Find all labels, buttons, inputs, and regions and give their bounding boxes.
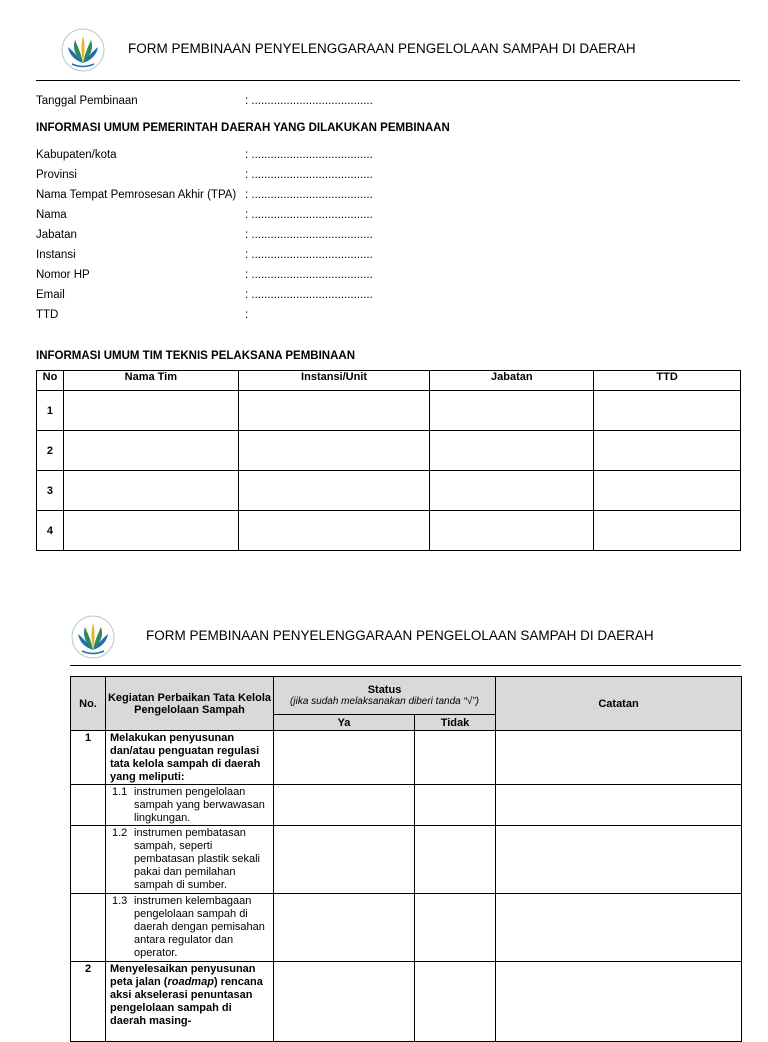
subitem-text: instrumen kelembagaan pengelolaan sampah di daerah dengan pemisahan antara regulator dan operator. [134,895,265,959]
column-header: Instansi/Unit [238,371,430,391]
field-label: Nama [36,209,67,221]
field-value: : ...................................... [245,289,373,301]
status-label: Status [367,684,402,696]
field-label: Email [36,289,65,301]
table-row [37,511,741,551]
catatan-cell[interactable] [496,962,742,1042]
tanggal-value: : ...................................... [245,95,373,107]
subitem-number: 1.1 [112,786,128,798]
instansi-cell[interactable] [238,471,430,511]
row-number: 3 [37,471,64,511]
catatan-cell[interactable] [496,826,742,894]
column-header-catatan: Catatan [496,677,742,731]
column-header-kegiatan: Kegiatan Perbaikan Tata Kelola Pengelolaan Sampah [106,677,274,731]
ttd-cell[interactable] [594,511,741,551]
field-value: : ...................................... [245,249,373,261]
tidak-cell[interactable] [415,785,496,826]
ttd-cell[interactable] [594,431,741,471]
field-value: : ...................................... [245,169,373,181]
field-label: Instansi [36,249,76,261]
subitem-number: 1.2 [112,827,128,839]
column-header: TTD [594,371,741,391]
table-row [71,785,742,826]
catatan-cell[interactable] [496,731,742,785]
jabatan-cell[interactable] [430,391,594,431]
table-row [71,962,742,1042]
ya-cell[interactable] [274,962,415,1042]
kegiatan-text-part: Menyelesaikan penyusunan peta jalan ( [110,963,256,988]
tidak-cell[interactable] [415,826,496,894]
column-header: No [37,371,64,391]
row-number: 2 [71,962,106,1042]
ya-cell[interactable] [274,894,415,962]
column-header: Nama Tim [63,371,238,391]
column-header: Jabatan [430,371,594,391]
field-value: : ...................................... [245,209,373,221]
field-label: Nama Tempat Pemrosesan Akhir (TPA) [36,189,237,201]
field-value: : ...................................... [245,149,373,161]
nama-tim-cell[interactable] [63,391,238,431]
tanggal-label: Tanggal Pembinaan [36,95,138,107]
column-header-ya: Ya [274,715,415,731]
row-number [71,826,106,894]
kegiatan-subitem [106,826,274,894]
ttd-cell[interactable] [594,471,741,511]
instansi-cell[interactable] [238,511,430,551]
table-row [37,471,741,511]
instansi-cell[interactable] [238,431,430,471]
field-value: : ...................................... [245,269,373,281]
column-header-no: No. [71,677,106,731]
table-row [71,894,742,962]
instansi-cell[interactable] [238,391,430,431]
field-label: Jabatan [36,229,77,241]
nama-tim-cell[interactable] [63,471,238,511]
ya-cell[interactable] [274,826,415,894]
field-label: TTD [36,309,59,321]
table-row [37,431,741,471]
section-heading-tim: INFORMASI UMUM TIM TEKNIS PELAKSANA PEMBINAAN [36,350,356,362]
field-value: : ...................................... [245,229,373,241]
ttd-cell[interactable] [594,391,741,431]
field-label: Kabupaten/kota [36,149,117,161]
row-number: 1 [71,731,106,785]
table-header-row [71,677,742,715]
field-value: : ...................................... [245,189,373,201]
header-divider [70,665,741,666]
field-label: Nomor HP [36,269,90,281]
jabatan-cell[interactable] [430,511,594,551]
column-header-status [274,677,496,715]
status-note: (jika sudah melaksanakan diberi tanda “√”) [290,696,479,707]
ya-cell[interactable] [274,731,415,785]
page-title: FORM PEMBINAAN PENYELENGGARAAN PENGELOLAAN SAMPAH DI DAERAH [128,41,636,56]
kegiatan-text-emphasis: roadmap [167,976,214,988]
nama-tim-cell[interactable] [63,431,238,471]
tidak-cell[interactable] [415,962,496,1042]
jabatan-cell[interactable] [430,431,594,471]
kegiatan-text: Melakukan penyusunan dan/atau penguatan regulasi tata kelola sampah di daerah yang meliputi: [106,731,274,785]
tidak-cell[interactable] [415,894,496,962]
nama-tim-cell[interactable] [63,511,238,551]
subitem-text: instrumen pembatasan sampah, seperti pembatasan plastik sekali pakai dan pemilahan sampah di sumber. [134,827,260,891]
subitem-text: instrumen pengelolaan sampah yang berwawasan lingkungan. [134,786,265,824]
kegiatan-text [106,962,274,1042]
table-header-row [37,371,741,391]
subitem-number: 1.3 [112,895,128,907]
field-value: : [245,309,249,321]
kegiatan-table [70,676,742,1042]
kegiatan-text-part: ) rencana aksi akselerasi penuntasan pengelolaan sampah di daerah masing- [110,976,263,1027]
tim-table [36,370,741,551]
catatan-cell[interactable] [496,894,742,962]
header-divider [36,80,740,81]
regional-emblem-logo [70,614,116,660]
row-number: 1 [37,391,64,431]
table-row [37,391,741,431]
regional-emblem-logo [60,27,106,73]
row-number: 4 [37,511,64,551]
table-row [71,731,742,785]
page-title: FORM PEMBINAAN PENYELENGGARAAN PENGELOLAAN SAMPAH DI DAERAH [146,628,654,643]
table-row [71,826,742,894]
section-heading-pemda: INFORMASI UMUM PEMERINTAH DAERAH YANG DILAKUKAN PEMBINAAN [36,122,450,134]
kegiatan-subitem [106,894,274,962]
kegiatan-subitem [106,785,274,826]
tidak-cell[interactable] [415,731,496,785]
jabatan-cell[interactable] [430,471,594,511]
row-number [71,785,106,826]
catatan-cell[interactable] [496,785,742,826]
ya-cell[interactable] [274,785,415,826]
column-header-tidak: Tidak [415,715,496,731]
field-label: Provinsi [36,169,77,181]
row-number [71,894,106,962]
row-number: 2 [37,431,64,471]
